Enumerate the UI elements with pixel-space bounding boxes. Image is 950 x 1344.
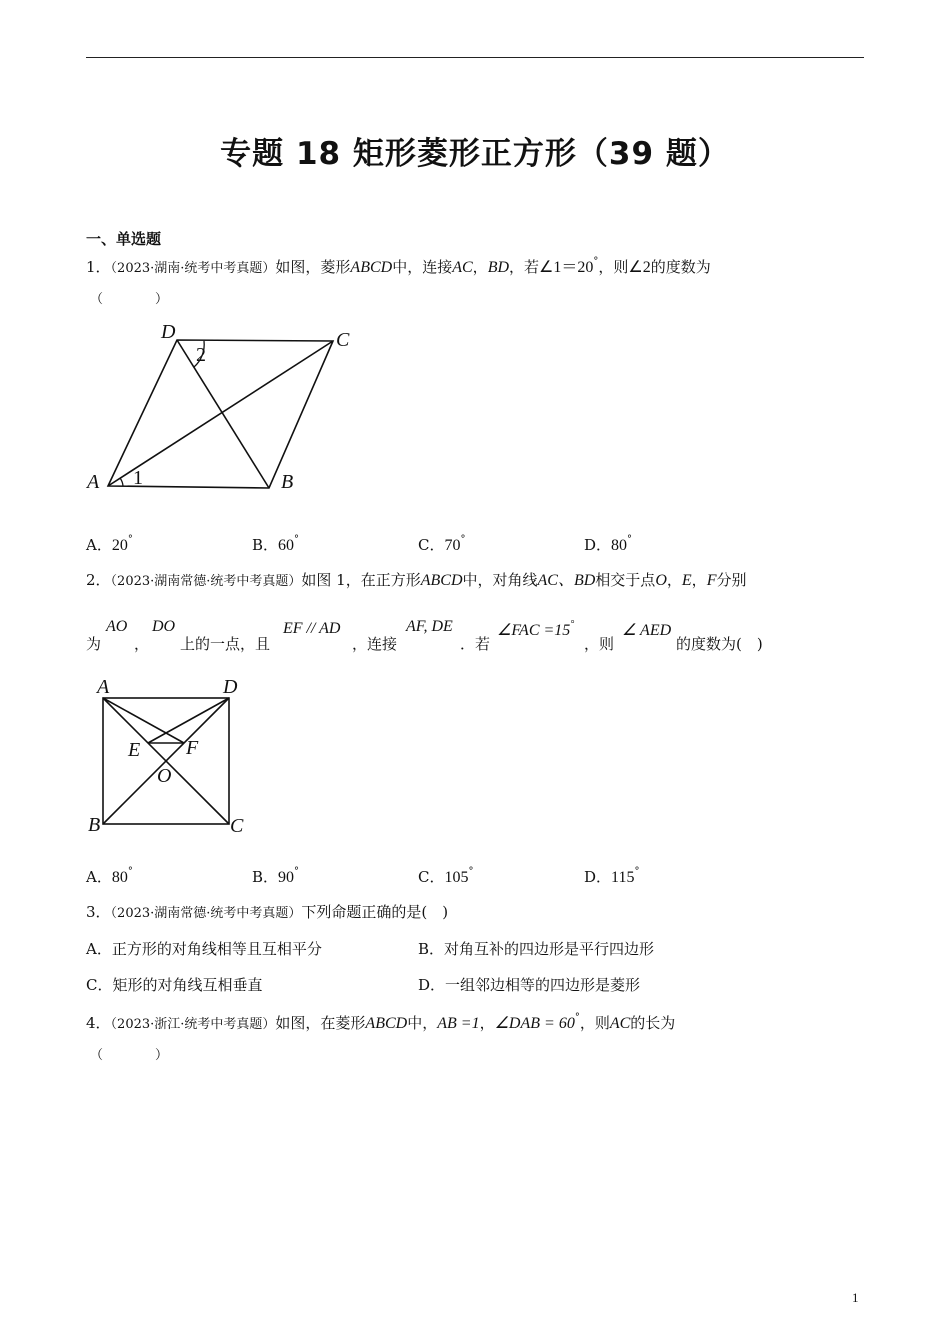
- q2-text: ，: [691, 571, 707, 589]
- section-heading: 一、单选题: [86, 230, 162, 248]
- q2-option-a[interactable]: [86, 866, 133, 887]
- degree-symbol: °: [460, 534, 466, 545]
- q3-number: 3．: [86, 903, 111, 921]
- q2-option-b[interactable]: [252, 866, 299, 887]
- degree-symbol: °: [294, 534, 300, 545]
- degree-symbol: °: [294, 866, 300, 877]
- q2-o: O: [655, 572, 667, 589]
- header-rule: [86, 57, 864, 58]
- option-value: 80: [611, 537, 628, 554]
- q2-option-d[interactable]: [584, 866, 639, 887]
- q3-option-c[interactable]: [86, 974, 263, 995]
- q4-number: 4．: [86, 1014, 111, 1032]
- degree-symbol: °: [127, 534, 133, 545]
- q1-ac: AC: [452, 259, 473, 276]
- q4-text: 的长为: [630, 1014, 676, 1032]
- option-label: D．: [584, 536, 612, 554]
- option-text: 一组邻边相等的四边形是菱形: [445, 976, 641, 994]
- q1-abcd: ABCD: [350, 259, 393, 276]
- q2-line-2-t6: 上的一点，且: [180, 635, 271, 653]
- q4-ac: AC: [609, 1015, 631, 1032]
- angle-1-arc: [120, 478, 123, 486]
- option-label: C．: [86, 976, 113, 994]
- q1-text: ，则: [598, 258, 629, 276]
- degree-symbol: °: [570, 619, 575, 630]
- q1-number: 1．: [86, 258, 111, 276]
- q1-text: 如图，菱形: [275, 258, 351, 276]
- q1-option-b[interactable]: [252, 534, 299, 555]
- q1-angle-2: ∠2: [628, 259, 651, 276]
- q2-line-2-t10: 的度数为( ): [676, 635, 763, 653]
- q2-af-de: AF, DE: [406, 618, 453, 635]
- label-e: E: [128, 739, 141, 761]
- option-value: 80: [111, 869, 128, 886]
- degree-symbol: °: [127, 866, 133, 877]
- q2-text: 相交于点: [595, 571, 656, 589]
- label-angle-1: 1: [133, 467, 143, 489]
- q1-bd: BD: [487, 259, 510, 276]
- q2-ao: AO: [106, 618, 128, 635]
- label-c: C: [336, 329, 350, 351]
- q2-line-2-t9: ，则: [584, 635, 615, 653]
- option-label: A．: [86, 940, 112, 958]
- option-value: 60: [278, 537, 295, 554]
- option-value: 115: [611, 869, 635, 886]
- q4-source: （2023·浙江·统考中考真题）: [110, 1017, 276, 1032]
- q4-ab: AB =1: [437, 1015, 480, 1032]
- q1-rhombus-figure: [80, 318, 370, 498]
- q2-line-2-c3: ，: [134, 635, 150, 653]
- q4-angle-dab: ∠DAB = 60: [494, 1015, 575, 1032]
- q4-text: 如图，在菱形: [275, 1014, 366, 1032]
- q4-text: 中，: [407, 1014, 438, 1032]
- label-c: C: [230, 815, 244, 837]
- q1-answer-paren: （ ）: [90, 292, 169, 307]
- q2-abcd: ABCD: [420, 572, 463, 589]
- q2-line-2-t5: 为: [86, 635, 102, 653]
- q2-angle-fac: [497, 619, 574, 640]
- q4-text: ，则: [579, 1014, 610, 1032]
- label-o: O: [157, 765, 172, 787]
- diagonal-bd: [177, 340, 269, 488]
- option-value: 70: [444, 537, 461, 554]
- q3-source: （2023·湖南常德·统考中考真题）: [110, 906, 302, 921]
- option-label: C．: [418, 536, 445, 554]
- q2-f: F: [706, 572, 717, 589]
- q2-text: 分别: [716, 571, 747, 589]
- degree-symbol: °: [574, 1012, 580, 1023]
- q2-do: DO: [152, 618, 176, 635]
- label-d: D: [161, 321, 176, 343]
- q3-option-b[interactable]: [418, 938, 654, 959]
- q2-source: （2023·湖南常德·统考中考真题）: [110, 574, 302, 589]
- q3-option-d[interactable]: [418, 974, 640, 995]
- q2-fac-text: ∠FAC =15: [497, 622, 571, 639]
- option-label: D．: [584, 868, 612, 886]
- question-1-line-1: [86, 252, 711, 279]
- q1-text: 的度数为: [650, 258, 711, 276]
- q4-text: ，: [479, 1014, 495, 1032]
- q1-text: 中，连接: [392, 258, 453, 276]
- segment-af: [103, 698, 184, 743]
- label-b: B: [88, 814, 101, 836]
- q1-option-d[interactable]: [584, 534, 632, 555]
- q1-option-c[interactable]: [418, 534, 465, 555]
- option-text: 对角互补的四边形是平行四边形: [444, 940, 655, 958]
- q2-text: 中，对角线: [462, 571, 538, 589]
- q4-answer-paren: （ ）: [90, 1048, 169, 1063]
- option-value: 90: [278, 869, 295, 886]
- label-a: A: [87, 471, 100, 493]
- label-angle-2: 2: [196, 344, 206, 366]
- q2-acbd: AC、BD: [537, 572, 596, 589]
- degree-symbol: °: [634, 866, 640, 877]
- q3-option-a[interactable]: [86, 938, 322, 959]
- q2-angle-aed: ∠ AED: [622, 622, 672, 639]
- q2-line-2-t8: ．若: [460, 635, 491, 653]
- degree-symbol: °: [593, 256, 599, 267]
- label-d: D: [223, 676, 238, 698]
- label-a: A: [97, 676, 110, 698]
- label-f: F: [186, 737, 199, 759]
- question-2-line-1: [86, 570, 746, 592]
- degree-symbol: °: [468, 866, 474, 877]
- option-label: B．: [252, 536, 279, 554]
- q3-text: 下列命题正确的是( ): [301, 903, 449, 921]
- question-4-line-1: [86, 1008, 675, 1035]
- q4-abcd: ABCD: [365, 1015, 408, 1032]
- q1-text: ，: [472, 258, 488, 276]
- q1-option-a[interactable]: [86, 534, 133, 555]
- q2-line-2-t7: ，连接: [352, 635, 398, 653]
- option-value: 20: [111, 537, 128, 554]
- q1-text: ，若: [509, 258, 540, 276]
- option-label: A．: [86, 536, 112, 554]
- q2-number: 2．: [86, 571, 111, 589]
- q2-text: ，: [666, 571, 682, 589]
- q1-source: （2023·湖南·统考中考真题）: [110, 261, 276, 276]
- page-number: 1: [852, 1290, 859, 1305]
- q2-square-figure: [80, 672, 260, 842]
- q2-option-c[interactable]: [418, 866, 473, 887]
- option-label: A．: [86, 868, 112, 886]
- option-label: C．: [418, 868, 445, 886]
- option-value: 105: [444, 869, 469, 886]
- q1-angle-1: ∠1＝20: [539, 259, 594, 276]
- option-label: B．: [252, 868, 279, 886]
- option-text: 正方形的对角线相等且互相平分: [111, 940, 322, 958]
- option-label: B．: [418, 940, 445, 958]
- option-label: D．: [418, 976, 446, 994]
- q2-text: 如图 1，在正方形: [301, 571, 421, 589]
- page-title: 专题 18 矩形菱形正方形（39 题）: [220, 136, 730, 172]
- question-3-line-1: [86, 902, 448, 924]
- degree-symbol: °: [627, 534, 633, 545]
- label-b: B: [281, 471, 294, 493]
- q2-e: E: [681, 572, 692, 589]
- q2-ef-ad: EF // AD: [283, 620, 341, 637]
- option-text: 矩形的对角线互相垂直: [112, 976, 263, 994]
